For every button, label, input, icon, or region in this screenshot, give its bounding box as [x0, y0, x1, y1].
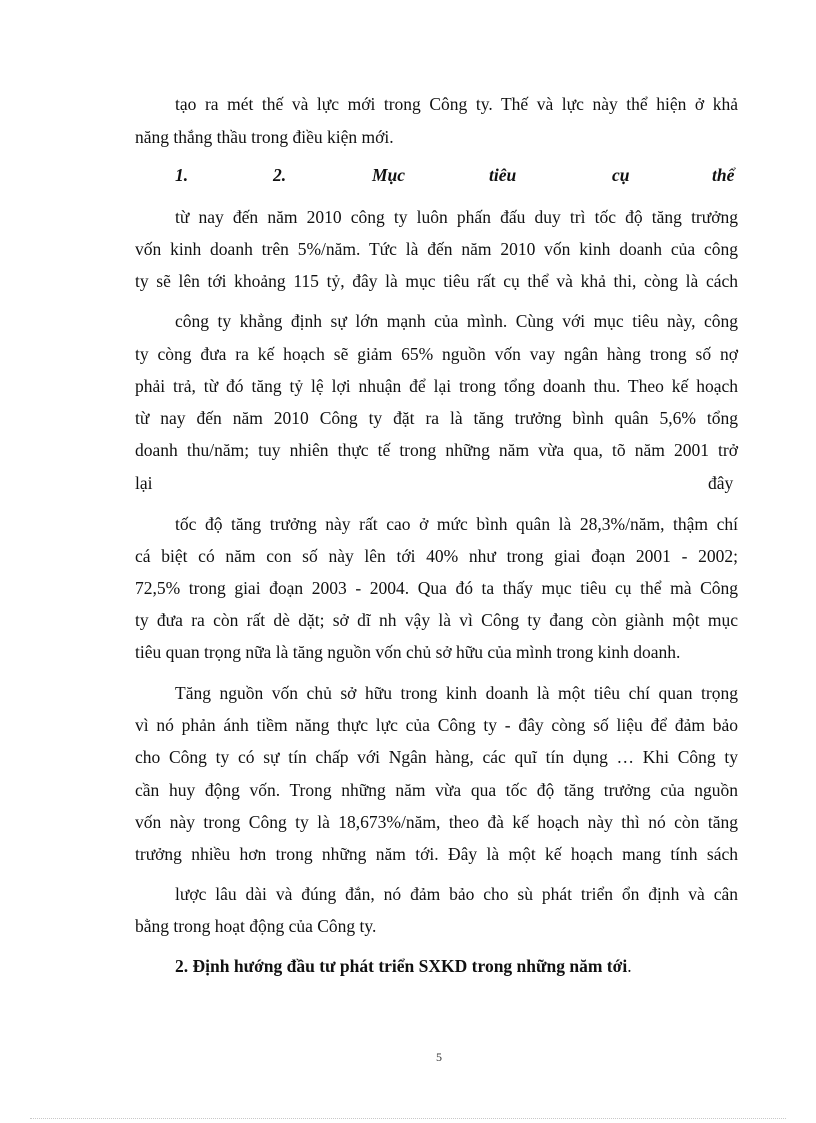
heading-number-1: 1.: [175, 165, 189, 185]
text-line: ty còng đưa ra kế hoạch sẽ giảm 65% nguồn vốn vay ngân hàng trong số nợ: [135, 344, 738, 364]
section-heading-1-2: [175, 165, 738, 189]
text-line: bằng trong hoạt động của Công ty.: [135, 916, 377, 936]
text-line: cần huy động vốn. Trong những năm vừa qua tốc độ tăng trưởng của nguồn: [135, 780, 738, 800]
text-line: vốn này trong Công ty là 18,673%/năm, theo đà kế hoạch này thì nó còn tăng: [135, 812, 738, 832]
text-line: Tăng nguồn vốn chủ sở hữu trong kinh doanh là một tiêu chí quan trọng: [175, 683, 738, 703]
text-line: phải trả, từ đó tăng tỷ lệ lợi nhuận để lại trong tổng doanh thu. Theo kế hoạch: [135, 376, 738, 396]
text-line: tốc độ tăng trưởng này rất cao ở mức bình quân là 28,3%/năm, thậm chí: [175, 514, 738, 534]
section-heading-2-text: 2. Định hướng đầu tư phát triển SXKD trong những năm tới: [175, 956, 628, 976]
section-heading-2: [175, 955, 632, 977]
heading-number-2: 2.: [273, 165, 287, 185]
text-line: tạo ra mét thế và lực mới trong Công ty. Thế và lực này thể hiện ở khả: [175, 94, 738, 114]
text-line: trưởng nhiều hơn trong những năm tới. Đây là một kế hoạch mang tính sách: [135, 844, 738, 864]
text-line: ty đưa ra còn rất dè dặt; sở dĩ nh vậy là vì Công ty đang còn giành một mục: [135, 610, 738, 630]
text-line: ty sẽ lên tới khoảng 115 tỷ, đây là mục tiêu rất cụ thể và khả thi, còng là cách: [135, 271, 738, 291]
text-line: công ty khẳng định sự lớn mạnh của mình. Cùng với mục tiêu này, công: [175, 311, 738, 331]
text-line: cho Công ty có sự tín chấp với Ngân hàng, các quĩ tín dụng … Khi Công ty: [135, 747, 738, 767]
heading-word: thể: [712, 165, 735, 185]
heading-word: tiêu: [489, 165, 517, 185]
text-line: doanh thu/năm; tuy nhiên thực tế trong những năm vừa qua, tõ năm 2001 trở: [135, 440, 738, 460]
heading-word: cụ: [612, 165, 630, 185]
text-line: cá biệt có năm con số này lên tới 40% như trong giai đoạn 2001 - 2002;: [135, 546, 738, 566]
text-line: lược lâu dài và đúng đắn, nó đảm bảo cho sù phát triển ổn định và cân: [175, 884, 738, 904]
section-heading-2-period: .: [627, 956, 632, 976]
text-line: lại: [135, 473, 153, 493]
footer-divider: [30, 1118, 786, 1119]
text-line: tiêu quan trọng nữa là tăng nguồn vốn chủ sở hữu của mình trong kinh doanh.: [135, 642, 681, 662]
page-number: 5: [436, 1050, 442, 1064]
heading-word: Mục: [372, 165, 406, 185]
text-line: 72,5% trong giai đoạn 2003 - 2004. Qua đó ta thấy mục tiêu cụ thể mà Công: [135, 578, 738, 598]
text-line: từ nay đến năm 2010 công ty luôn phấn đấu duy trì tốc độ tăng trưởng: [175, 207, 738, 227]
text-line: năng thắng thầu trong điều kiện mới.: [135, 127, 394, 147]
text-line: vốn kinh doanh trên 5%/năm. Tức là đến năm 2010 vốn kinh doanh của công: [135, 239, 738, 259]
text-line: từ nay đến năm 2010 Công ty đặt ra là tăng trưởng bình quân 5,6% tổng: [135, 408, 738, 428]
text-line: đây: [708, 473, 734, 493]
text-line: vì nó phản ánh tiềm năng thực lực của Công ty - đây còng số liệu để đảm bảo: [135, 715, 738, 735]
